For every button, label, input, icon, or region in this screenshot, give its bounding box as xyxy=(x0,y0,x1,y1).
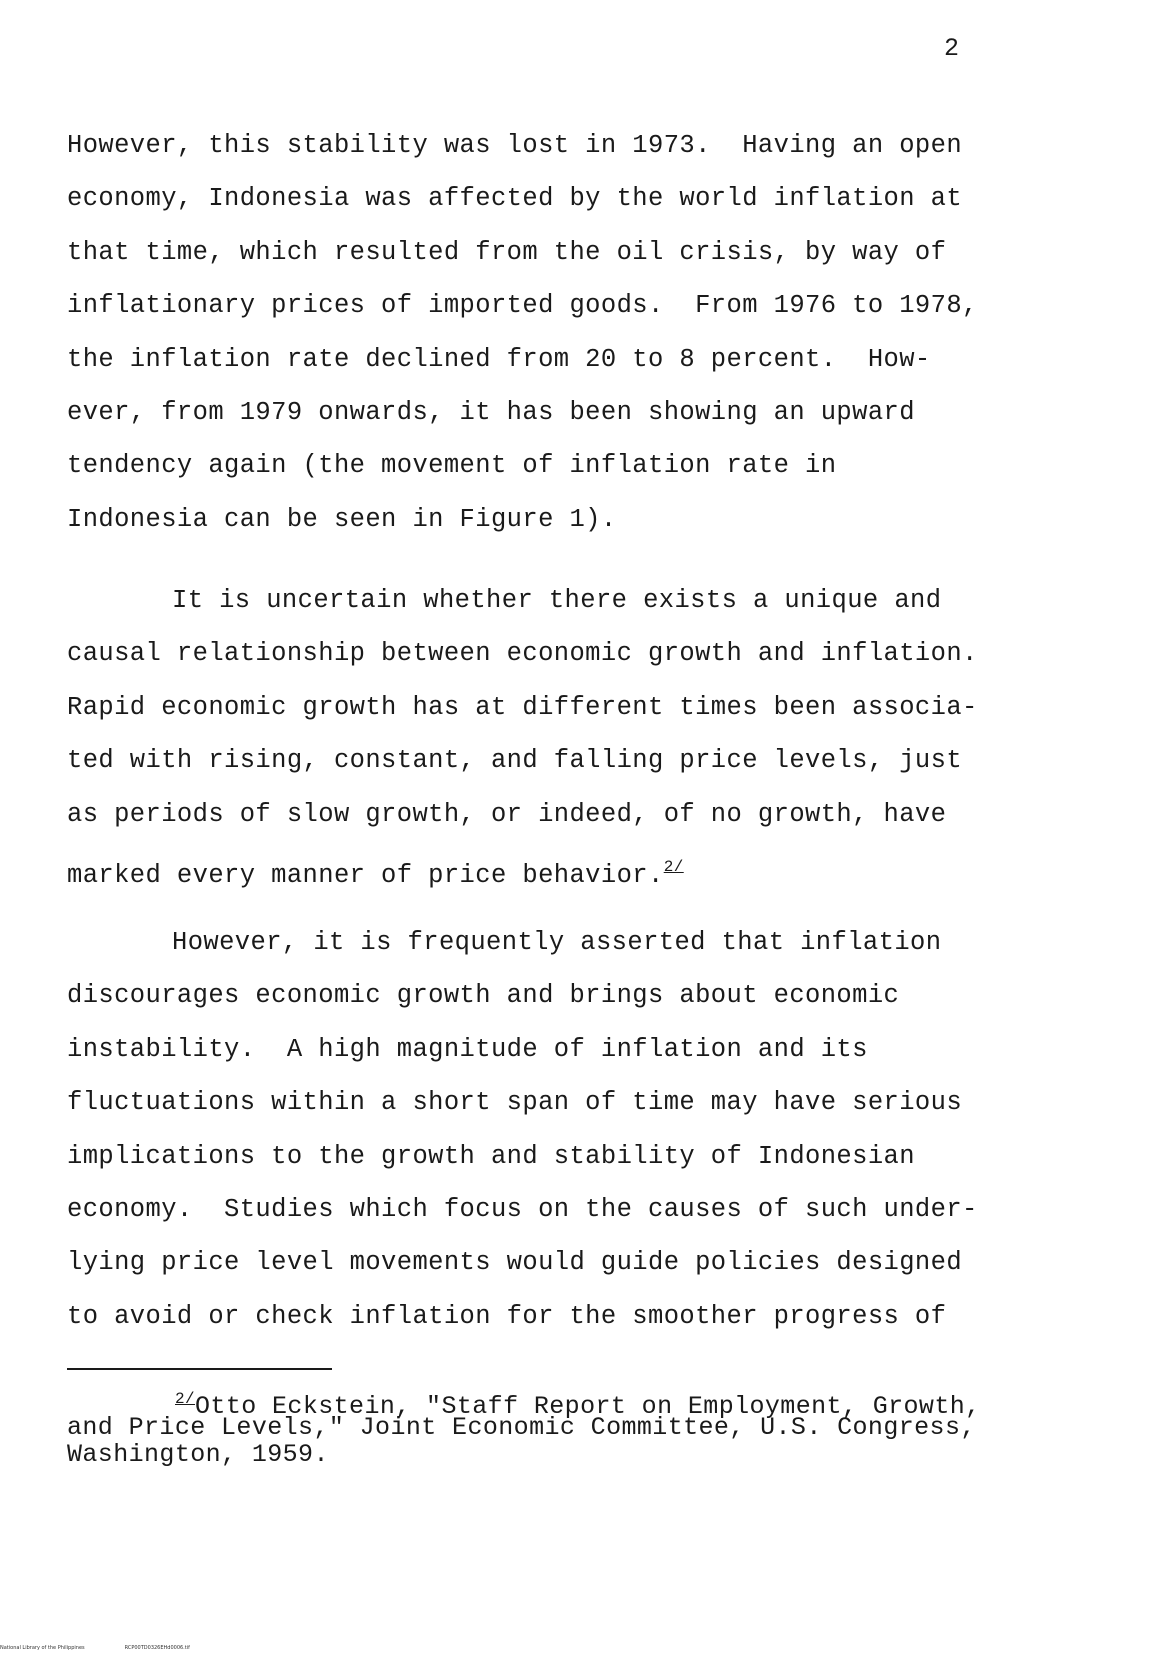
paragraph-line: However, it is frequently asserted that inflation xyxy=(172,928,942,957)
paragraph-line: as periods of slow growth, or indeed, of no growth, have xyxy=(67,799,947,829)
footnote-line: and Price Levels," Joint Economic Committee, U.S. Congress, xyxy=(67,1412,976,1442)
paragraph-line: economy, Indonesia was affected by the world inflation at xyxy=(67,184,963,214)
paragraph-line: tendency again (the movement of inflation rate in xyxy=(67,451,837,481)
paragraph-line: to avoid or check inflation for the smoother progress of xyxy=(67,1301,947,1331)
paragraph-line: fluctuations within a short span of time may have serious xyxy=(67,1088,963,1118)
paragraph-line: Indonesia can be seen in Figure 1). xyxy=(67,504,617,534)
paragraph-line: ted with rising, constant, and falling price levels, just xyxy=(67,746,963,776)
paragraph-2 xyxy=(67,574,1007,894)
paragraph-line: ever, from 1979 onwards, it has been showing an upward xyxy=(67,397,915,427)
paragraph-line: discourages economic growth and brings about economic xyxy=(67,981,900,1011)
footnote xyxy=(67,1386,1067,1469)
page-number: 2 xyxy=(944,34,960,63)
paragraph-line: Rapid economic growth has at different times been associa- xyxy=(67,692,978,722)
footnote-line xyxy=(67,1386,1067,1421)
paragraph-line: causal relationship between economic growth and inflation. xyxy=(67,639,978,669)
footnote-reference: 2/ xyxy=(663,857,684,876)
paragraph-line: It is uncertain whether there exists a unique and xyxy=(172,586,942,615)
paragraph-3 xyxy=(67,916,1007,1343)
footnote-divider xyxy=(67,1368,332,1370)
library-stamp xyxy=(0,1645,190,1651)
paragraph-line: lying price level movements would guide policies designed xyxy=(67,1248,963,1278)
paragraph-line: inflationary prices of imported goods. From 1976 to 1978, xyxy=(67,291,978,321)
library-file-id: RCP00TD0326EHd0006.tif xyxy=(124,1645,190,1651)
paragraph-line: However, this stability was lost in 1973. Having an open xyxy=(67,131,963,160)
footnote-mark: 2/ xyxy=(175,1390,196,1408)
paragraph-line: implications to the growth and stability of Indonesian xyxy=(67,1141,915,1171)
paragraph-line: that time, which resulted from the oil crisis, by way of xyxy=(67,237,947,267)
paragraph-line: economy. Studies which focus on the causes of such under- xyxy=(67,1194,978,1224)
paragraph-line-with-footnote xyxy=(67,841,1007,894)
footnote-text: Otto Eckstein, "Staff Report on Employment, Growth, xyxy=(195,1392,981,1421)
paragraph-line: instability. A high magnitude of inflation and its xyxy=(67,1034,868,1064)
paragraph-line: the inflation rate declined from 20 to 8 percent. How- xyxy=(67,344,931,374)
library-institution: National Library of the Philippines xyxy=(0,1645,85,1651)
footnote-line: Washington, 1959. xyxy=(67,1440,329,1469)
paragraph-1 xyxy=(67,119,1007,546)
paragraph-line-text: marked every manner of price behavior. xyxy=(67,860,664,890)
